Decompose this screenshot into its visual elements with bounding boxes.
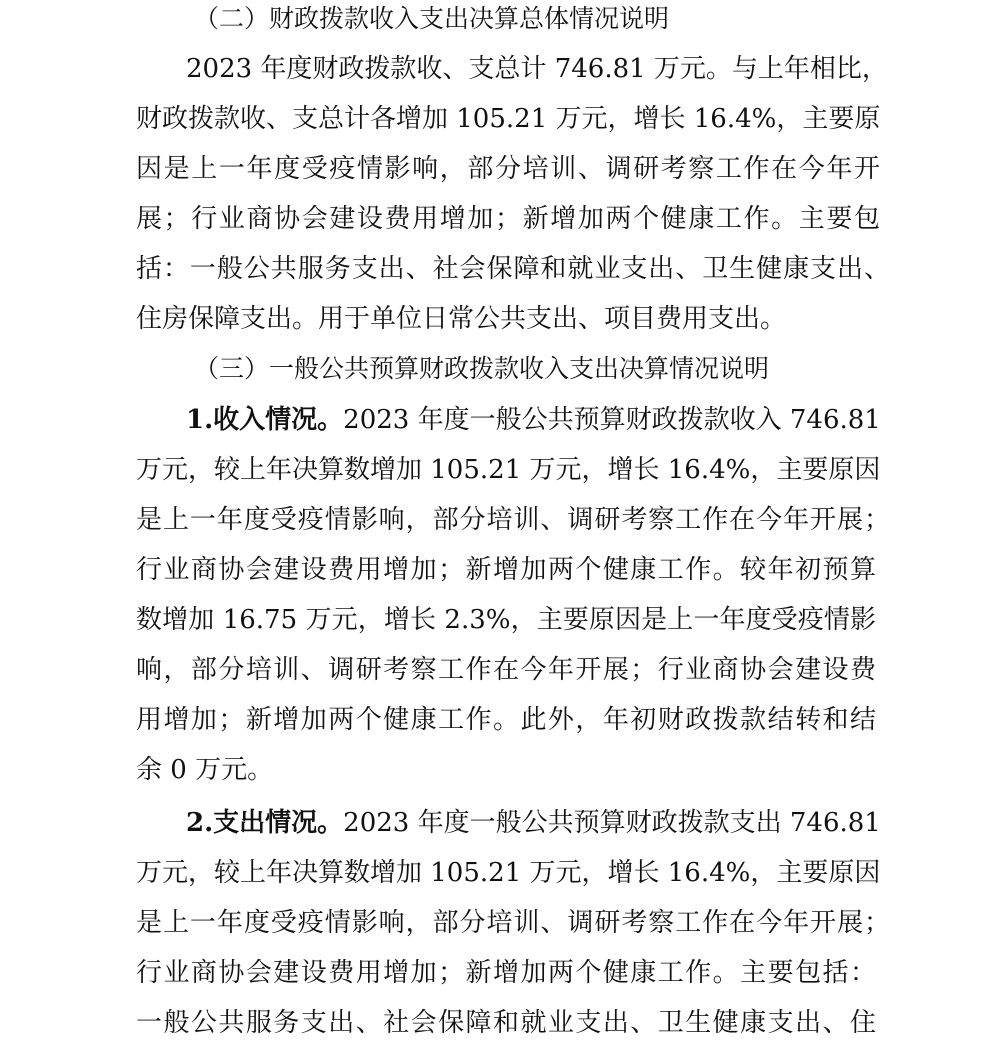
section2-paragraph-line-6: 住房保障支出。用于单位日常公共支出、项目费用支出。	[136, 304, 787, 334]
income-paragraph-line-7: 用增加；新增加两个健康工作。此外，年初财政拨款结转和结	[136, 705, 876, 735]
income-first-line-text: 2023 年度一般公共预算财政拨款收入 746.81	[343, 405, 881, 435]
income-paragraph-line-2: 万元，较上年决算数增加 105.21 万元，增长 16.4%，主要原因	[136, 455, 881, 485]
expense-paragraph-line-5: 一般公共服务支出、社会保障和就业支出、卫生健康支出、住	[136, 1008, 876, 1038]
expense-first-line-text: 2023 年度一般公共预算财政拨款支出 746.81	[343, 808, 881, 838]
section2-paragraph-line-4: 展；行业商协会建设费用增加；新增加两个健康工作。主要包	[136, 204, 880, 234]
section2-paragraph-line-5: 括：一般公共服务支出、社会保障和就业支出、卫生健康支出、	[136, 254, 890, 284]
expense-paragraph-line-1	[186, 806, 881, 840]
income-label: 1.收入情况。	[186, 405, 344, 435]
section3-heading: （三）一般公共预算财政拨款收入支出决算情况说明	[194, 354, 770, 383]
expense-label: 2.支出情况。	[186, 808, 344, 838]
section2-paragraph-line-2: 财政拨款收、支总计各增加 105.21 万元，增长 16.4%，主要原	[136, 104, 881, 134]
income-paragraph-line-5: 数增加 16.75 万元，增长 2.3%，主要原因是上一年度受疫情影	[136, 605, 876, 635]
income-paragraph-line-8: 余 0 万元。	[136, 755, 274, 785]
expense-paragraph-line-4: 行业商协会建设费用增加；新增加两个健康工作。主要包括：	[136, 958, 876, 988]
income-paragraph-line-1	[186, 403, 881, 437]
income-paragraph-line-4: 行业商协会建设费用增加；新增加两个健康工作。较年初预算	[136, 555, 876, 585]
section2-paragraph-line-3: 因是上一年度受疫情影响，部分培训、调研考察工作在今年开	[136, 154, 880, 184]
expense-paragraph-line-2: 万元，较上年决算数增加 105.21 万元，增长 16.4%，主要原因	[136, 858, 881, 888]
expense-paragraph-line-3: 是上一年度受疫情影响，部分培训、调研考察工作在今年开展；	[136, 908, 890, 938]
income-paragraph-line-6: 响，部分培训、调研考察工作在今年开展；行业商协会建设费	[136, 655, 876, 685]
section2-paragraph-line-1: 2023 年度财政拨款收、支总计 746.81 万元。与上年相比，	[186, 54, 888, 84]
section2-heading: （二）财政拨款收入支出决算总体情况说明	[194, 4, 670, 33]
income-paragraph-line-3: 是上一年度受疫情影响，部分培训、调研考察工作在今年开展；	[136, 505, 890, 535]
